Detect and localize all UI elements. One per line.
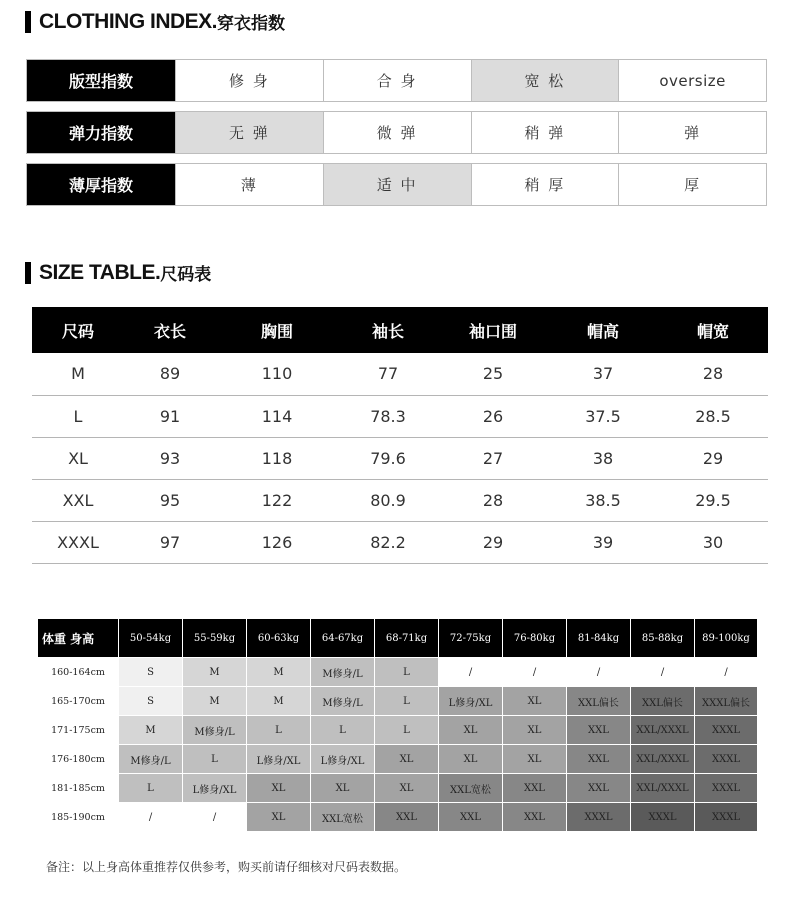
table-row (32, 395, 768, 437)
measurement-cell: 82.2 (338, 521, 438, 563)
size-label-cell: XL (32, 437, 124, 479)
measurement-cell: 91 (124, 395, 216, 437)
recommended-size-cell: S (119, 658, 182, 686)
index-option: 稍 厚 (471, 164, 619, 205)
recommended-size-cell: M修身/L (311, 658, 374, 686)
recommended-size-cell: L修身/XL (439, 687, 502, 715)
size-column-header: 袖长 (338, 307, 438, 353)
measurement-cell: 93 (124, 437, 216, 479)
index-row-label: 弹力指数 (27, 112, 175, 153)
weight-column-header: 81-84kg (567, 619, 630, 657)
recommended-size-cell: M修身/L (183, 716, 246, 744)
recommended-size-cell: L (311, 716, 374, 744)
recommended-size-cell: XL (311, 774, 374, 802)
weight-column-header: 76-80kg (503, 619, 566, 657)
recommendation-body (38, 658, 757, 831)
recommended-size-cell: M (183, 687, 246, 715)
index-row-label: 版型指数 (27, 60, 175, 101)
recommended-size-cell: XL (375, 774, 438, 802)
measurement-cell: 118 (216, 437, 338, 479)
index-option: 厚 (618, 164, 766, 205)
recommended-size-cell: XXL (567, 745, 630, 773)
measurement-cell: 78.3 (338, 395, 438, 437)
index-option: 稍 弹 (471, 112, 619, 153)
heading-bar (25, 262, 31, 284)
recommended-size-cell: XXL (567, 716, 630, 744)
index-row-label: 薄厚指数 (27, 164, 175, 205)
weight-column-header: 60-63kg (247, 619, 310, 657)
recommended-size-cell: XXL/XXXL (631, 774, 694, 802)
recommended-size-cell: M修身/L (119, 745, 182, 773)
weight-column-header: 72-75kg (439, 619, 502, 657)
measurement-cell: 38 (548, 437, 658, 479)
recommended-size-cell: L修身/XL (183, 774, 246, 802)
recommended-size-cell: / (695, 658, 757, 686)
recommended-size-cell: XL (439, 745, 502, 773)
height-row-header: 165-170cm (38, 687, 118, 715)
recommended-size-cell: L修身/XL (247, 745, 310, 773)
heading-bar (25, 11, 31, 33)
measurement-cell: 25 (438, 353, 548, 395)
recommendation-header-row (38, 619, 757, 657)
recommended-size-cell: L (247, 716, 310, 744)
measurement-cell: 30 (658, 521, 768, 563)
measurement-cell: 95 (124, 479, 216, 521)
index-option: 修 身 (175, 60, 323, 101)
recommended-size-cell: XXL (567, 774, 630, 802)
recommended-size-cell: XL (503, 687, 566, 715)
recommended-size-cell: XXXL (695, 745, 757, 773)
size-table-title-cn: 尺码表 (160, 265, 212, 285)
recommended-size-cell: XXL (503, 803, 566, 831)
recommended-size-cell: XXL偏长 (631, 687, 694, 715)
recommended-size-cell: XXXL (631, 803, 694, 831)
recommended-size-cell: S (119, 687, 182, 715)
measurement-cell: 80.9 (338, 479, 438, 521)
index-option: 薄 (175, 164, 323, 205)
recommended-size-cell: / (183, 803, 246, 831)
recommended-size-cell: M (183, 658, 246, 686)
recommended-size-cell: XL (503, 716, 566, 744)
recommended-size-cell: XXXL (695, 803, 757, 831)
size-table-title-en: SIZE TABLE. (39, 260, 161, 284)
recommended-size-cell: XXL (439, 803, 502, 831)
size-column-header: 帽高 (548, 307, 658, 353)
measurement-cell: 37.5 (548, 395, 658, 437)
measurement-cell: 126 (216, 521, 338, 563)
recommended-size-cell: M修身/L (311, 687, 374, 715)
table-row (32, 353, 768, 395)
table-row (32, 437, 768, 479)
recommended-size-cell: / (119, 803, 182, 831)
height-row-header: 185-190cm (38, 803, 118, 831)
measurement-cell: 28 (438, 479, 548, 521)
size-table-body (32, 353, 768, 563)
recommended-size-cell: M (247, 658, 310, 686)
recommended-size-cell: XXXL (695, 716, 757, 744)
measurement-cell: 79.6 (338, 437, 438, 479)
recommended-size-cell: / (439, 658, 502, 686)
height-row-header: 171-175cm (38, 716, 118, 744)
size-label-cell: XXL (32, 479, 124, 521)
height-row-header: 176-180cm (38, 745, 118, 773)
recommended-size-cell: XXXL (567, 803, 630, 831)
recommended-size-cell: XL (247, 774, 310, 802)
weight-height-corner: 体重 身高 (38, 619, 118, 657)
index-row (26, 59, 767, 102)
size-table-heading (25, 260, 211, 285)
size-table (32, 307, 768, 564)
index-option: 合 身 (323, 60, 471, 101)
weight-column-header: 55-59kg (183, 619, 246, 657)
recommended-size-cell: L (119, 774, 182, 802)
recommended-size-cell: XXXL (695, 774, 757, 802)
height-row-header: 181-185cm (38, 774, 118, 802)
recommended-size-cell: XXL (503, 774, 566, 802)
recommended-size-cell: XXL偏长 (567, 687, 630, 715)
measurement-cell: 110 (216, 353, 338, 395)
size-column-header: 袖口围 (438, 307, 548, 353)
measurement-cell: 122 (216, 479, 338, 521)
measurement-cell: 39 (548, 521, 658, 563)
recommended-size-cell: XXL/XXXL (631, 716, 694, 744)
table-row (38, 803, 757, 831)
recommended-size-cell: / (567, 658, 630, 686)
recommended-size-cell: / (631, 658, 694, 686)
index-row (26, 111, 767, 154)
measurement-cell: 29 (658, 437, 768, 479)
measurement-cell: 114 (216, 395, 338, 437)
clothing-index-title-en: CLOTHING INDEX. (39, 9, 218, 33)
table-row (38, 658, 757, 686)
size-recommendation-table (37, 618, 758, 832)
table-row (38, 687, 757, 715)
recommended-size-cell: XL (247, 803, 310, 831)
recommended-size-cell: XL (503, 745, 566, 773)
recommended-size-cell: XL (375, 745, 438, 773)
recommended-size-cell: M (247, 687, 310, 715)
index-option: 微 弹 (323, 112, 471, 153)
weight-column-header: 64-67kg (311, 619, 374, 657)
weight-column-header: 89-100kg (695, 619, 757, 657)
clothing-index-title-cn: 穿衣指数 (217, 14, 286, 34)
table-row (38, 716, 757, 744)
recommended-size-cell: XXL/XXXL (631, 745, 694, 773)
index-option: 弹 (618, 112, 766, 153)
size-column-header: 尺码 (32, 307, 124, 353)
index-option-selected: 宽 松 (471, 60, 619, 101)
recommended-size-cell: XXL宽松 (439, 774, 502, 802)
size-column-header: 胸围 (216, 307, 338, 353)
weight-column-header: 68-71kg (375, 619, 438, 657)
recommended-size-cell: L (375, 658, 438, 686)
height-row-header: 160-164cm (38, 658, 118, 686)
recommended-size-cell: L (183, 745, 246, 773)
recommended-size-cell: XL (439, 716, 502, 744)
measurement-cell: 38.5 (548, 479, 658, 521)
recommended-size-cell: XXXL偏长 (695, 687, 757, 715)
recommendation-note: 备注：以上身高体重推荐仅供参考，购买前请仔细核对尺码表数据。 (46, 860, 407, 874)
recommended-size-cell: M (119, 716, 182, 744)
weight-column-header: 50-54kg (119, 619, 182, 657)
index-option: oversize (618, 60, 766, 101)
measurement-cell: 89 (124, 353, 216, 395)
table-row (38, 774, 757, 802)
recommended-size-cell: L修身/XL (311, 745, 374, 773)
index-option-selected: 无 弹 (175, 112, 323, 153)
index-row (26, 163, 767, 206)
clothing-index-heading (25, 9, 285, 34)
size-label-cell: XXXL (32, 521, 124, 563)
measurement-cell: 77 (338, 353, 438, 395)
measurement-cell: 27 (438, 437, 548, 479)
table-row (32, 521, 768, 563)
measurement-cell: 28 (658, 353, 768, 395)
measurement-cell: 28.5 (658, 395, 768, 437)
measurement-cell: 37 (548, 353, 658, 395)
measurement-cell: 29.5 (658, 479, 768, 521)
recommended-size-cell: XXL (375, 803, 438, 831)
recommended-size-cell: L (375, 716, 438, 744)
measurement-cell: 29 (438, 521, 548, 563)
size-label-cell: M (32, 353, 124, 395)
recommended-size-cell: L (375, 687, 438, 715)
index-option-selected: 适 中 (323, 164, 471, 205)
weight-column-header: 85-88kg (631, 619, 694, 657)
table-row (32, 479, 768, 521)
measurement-cell: 26 (438, 395, 548, 437)
recommended-size-cell: / (503, 658, 566, 686)
table-row (38, 745, 757, 773)
recommended-size-cell: XXL宽松 (311, 803, 374, 831)
measurement-cell: 97 (124, 521, 216, 563)
size-label-cell: L (32, 395, 124, 437)
size-column-header: 衣长 (124, 307, 216, 353)
size-table-header-row (32, 307, 768, 353)
size-column-header: 帽宽 (658, 307, 768, 353)
